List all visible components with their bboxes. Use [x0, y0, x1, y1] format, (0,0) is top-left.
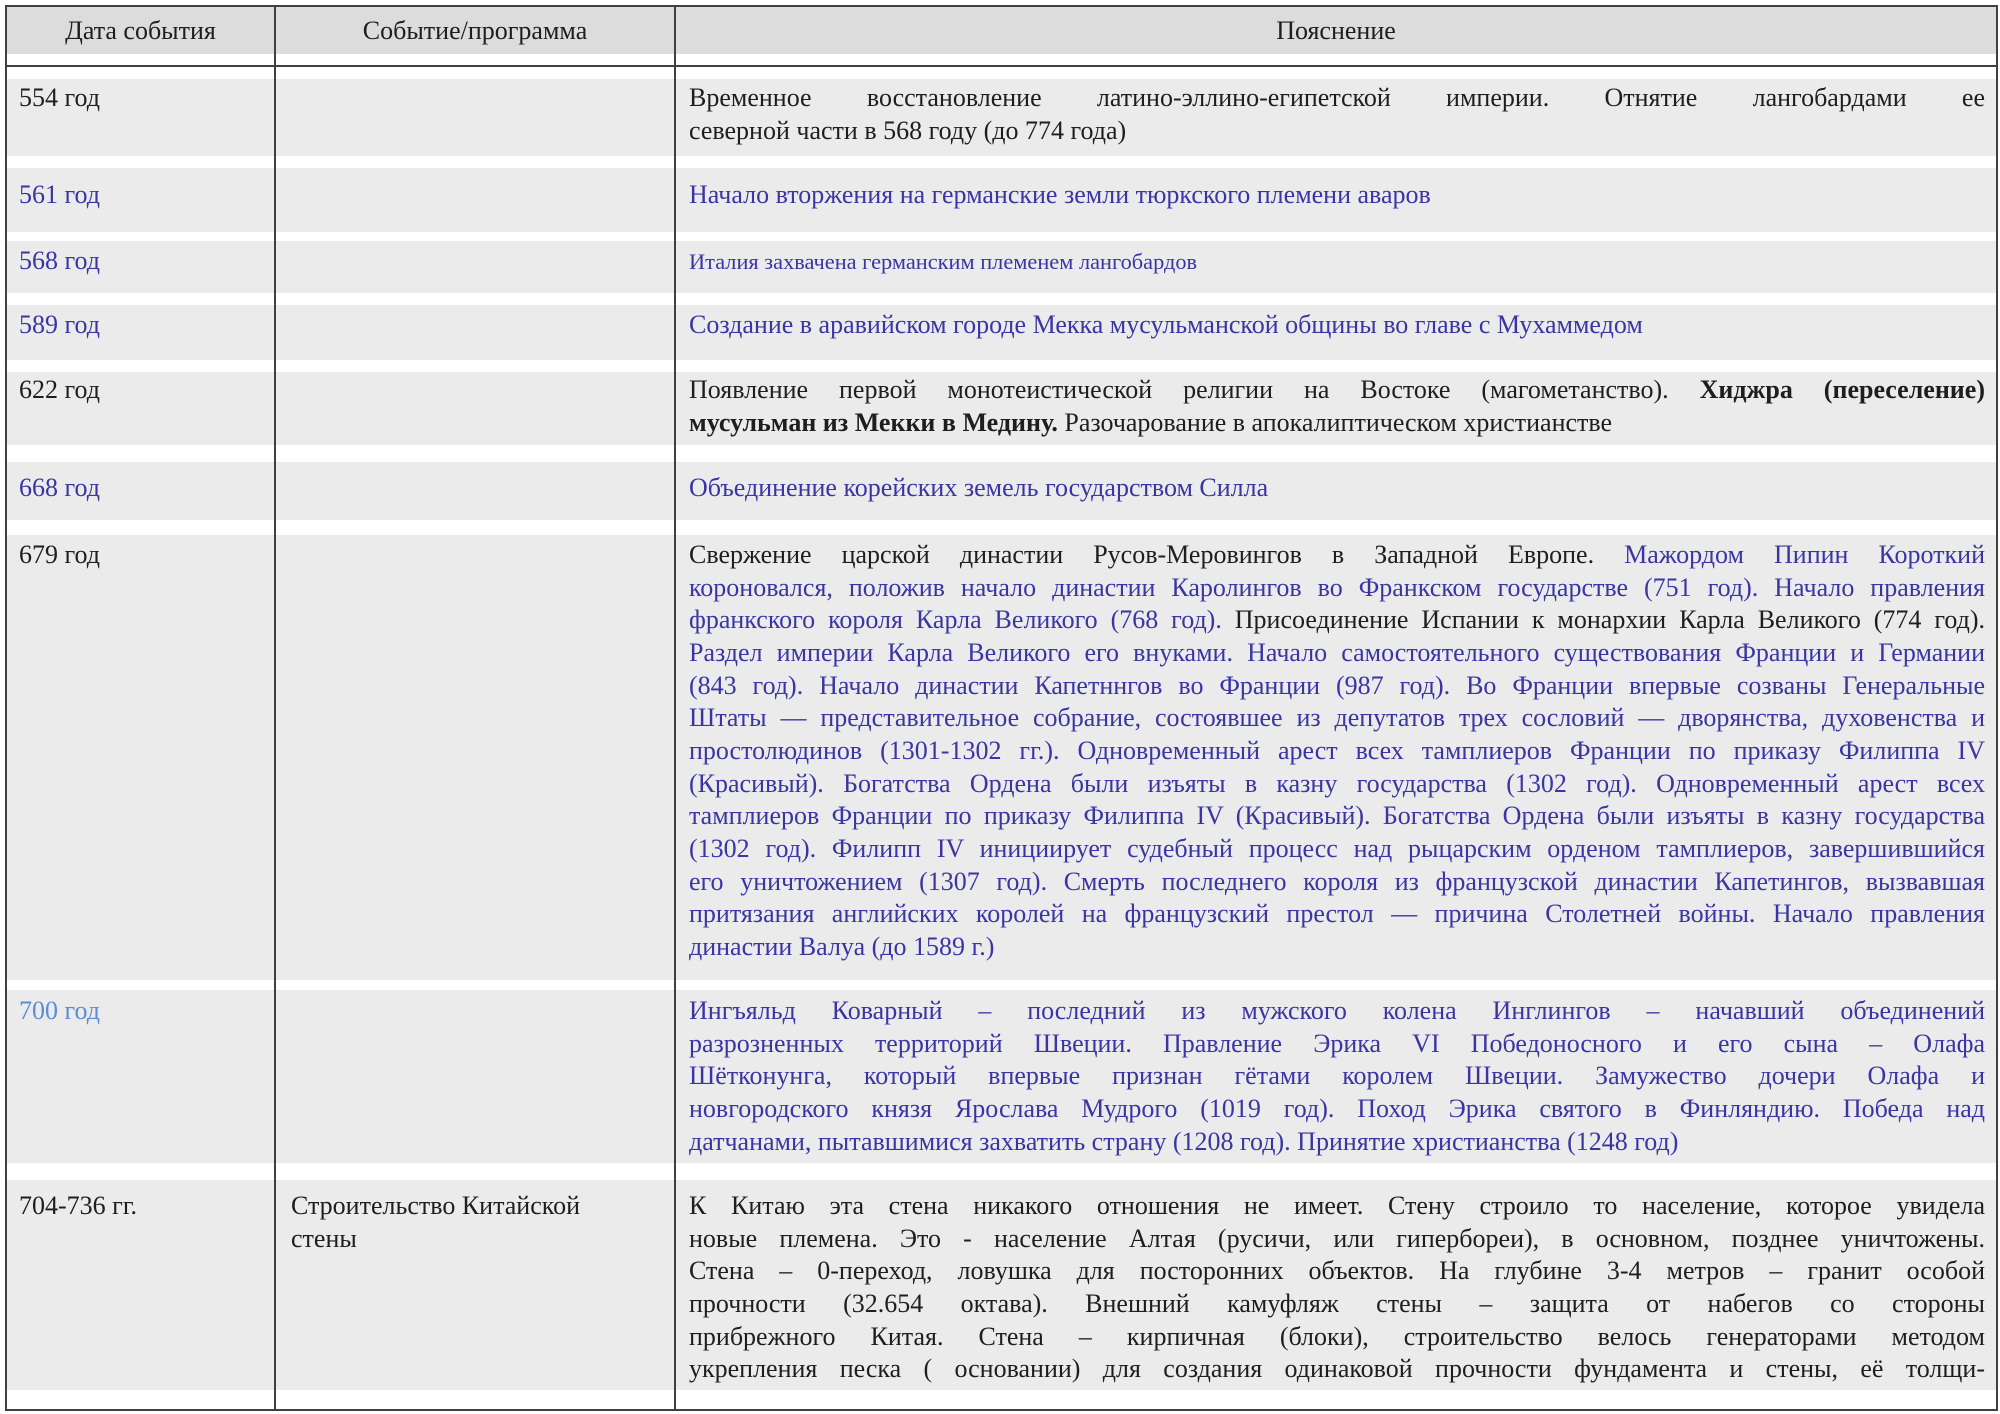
explanation-cell — [676, 305, 1996, 360]
text-segment: Временное восстановление латино-эллино-египетской империи. Отнятие лангобардами ее — [689, 83, 1985, 112]
explanation-line — [689, 1028, 1985, 1061]
event-cell — [276, 241, 674, 293]
event-date: 668 год — [19, 473, 100, 502]
text-segment: Стена – 0-переход, ловушка для посторонних объектов. На глубине 3-4 метров – гранит особой — [689, 1256, 1985, 1286]
header-cell-explanation: Пояснение — [1276, 15, 1396, 45]
table-row — [7, 990, 1996, 1163]
text-segment: Ингъяльд Коварный – последний из мужского колена Инглингов – начавший объединений — [689, 996, 1985, 1025]
explanation-line — [689, 539, 1985, 572]
table-row — [7, 1180, 1996, 1390]
explanation-cell — [676, 79, 1996, 156]
table-row — [7, 79, 1996, 156]
explanation-line — [689, 1353, 1985, 1386]
text-segment: тамплиеров Франции по приказу Филиппа IV (Красивый). Богатства Ордена были изъяты в казну государства — [689, 801, 1985, 831]
text-segment: Хиджра (переселение) — [1699, 375, 1985, 404]
date-cell — [7, 241, 274, 293]
explanation-line — [689, 179, 1985, 212]
explanation-line — [689, 309, 1985, 342]
event-cell — [276, 1180, 674, 1390]
explanation-line — [689, 670, 1985, 703]
event-cell — [276, 168, 674, 232]
explanation-line — [689, 245, 1985, 279]
explanation-line — [689, 1321, 1985, 1354]
explanation-line — [689, 407, 1985, 440]
explanation-cell — [676, 990, 1996, 1163]
date-cell — [7, 535, 274, 980]
explanation-line — [689, 374, 1985, 407]
event-cell — [276, 305, 674, 360]
table-row — [7, 462, 1996, 520]
header-cell-date: Дата события — [65, 15, 216, 45]
text-segment: короновался, положив начало династии Каролингов во Франкском государстве (751 год). Начало правления — [689, 572, 1985, 602]
text-segment: Свержение царской династии Русов-Меровингов в Западной Европе. — [689, 540, 1625, 569]
text-segment: притязания английских королей на французский престол — причина Столетней войны. Начало правления — [689, 899, 1985, 929]
event-date: 561 год — [19, 180, 100, 209]
explanation-cell — [676, 168, 1996, 232]
date-cell — [7, 372, 274, 445]
text-segment: Присоединение Испании к монархии Карла Великого (774 год). — [1234, 605, 1985, 635]
header-cell-event: Событие/программа — [362, 15, 588, 45]
table-border-bottom — [5, 1409, 1998, 1411]
explanation-line — [689, 1060, 1985, 1093]
text-segment: Начало вторжения на германские земли тюркского племени аваров — [689, 180, 1431, 209]
event-cell — [276, 372, 674, 445]
event-date: 679 год — [19, 540, 100, 569]
explanation-line — [689, 1223, 1985, 1256]
explanation-line — [689, 604, 1985, 637]
explanation-line — [689, 833, 1985, 866]
date-cell — [7, 79, 274, 156]
event-line: Строительство Китайской — [291, 1191, 580, 1220]
text-segment: Разочарование в апокалиптическом христианстве — [1057, 407, 1613, 437]
text-segment: Италия захвачена германским племенем лангобардов — [689, 249, 1198, 274]
event-cell — [276, 79, 674, 156]
text-segment: его уничтожением (1307 год). Смерть последнего короля из французской династии Капетингов, вызвавшая — [689, 866, 1985, 896]
column-divider-event — [674, 5, 676, 1411]
date-cell — [7, 1180, 274, 1390]
text-segment: новгородского князя Ярослава Мудрого (1019 год). Поход Эрика святого в Финляндию. Победа над — [689, 1093, 1985, 1123]
text-segment: укрепления песка ( основании) для создания одинаковой прочности фундамента и стены, её толщи- — [689, 1354, 1985, 1384]
text-segment: династии Валуа (до 1589 г.) — [689, 931, 995, 961]
explanation-cell — [676, 535, 1996, 980]
explanation-line — [689, 735, 1985, 768]
text-segment: (Красивый). Богатства Ордена были изъяты в казну государства (1302 год). Одновременный арест всех — [689, 768, 1985, 798]
table-border-left — [5, 5, 7, 1411]
explanation-line — [689, 115, 1985, 148]
text-segment: Штаты — представительное собрание, состоявшее из депутатов трех сословий — дворянства, духовенства и — [689, 703, 1985, 733]
text-segment: простолюдинов (1301-1302 гг.). Одновременный арест всех тамплиеров Франции по приказу Филиппа IV — [689, 735, 1985, 765]
date-cell — [7, 168, 274, 232]
explanation-line — [689, 898, 1985, 931]
text-segment: прочности (32.654 октава). Внешний камуфляж стены – защита от набегов со стороны — [689, 1288, 1985, 1318]
column-divider-date — [274, 5, 276, 1411]
event-date: 622 год — [19, 375, 100, 404]
text-segment: Объединение корейских земель государством Силла — [689, 473, 1269, 502]
text-segment: К Китаю эта стена никакого отношения не имеет. Стену строило то население, которое увидела — [689, 1191, 1985, 1220]
explanation-line — [689, 572, 1985, 605]
explanation-line — [689, 1255, 1985, 1288]
table-row — [7, 241, 1996, 293]
header-divider — [5, 65, 1998, 67]
table-border-right — [1996, 5, 1998, 1411]
date-cell — [7, 462, 274, 520]
text-segment: франкского короля Карла Великого (768 год). — [689, 605, 1235, 635]
text-segment: Создание в аравийском городе Мекка мусульманской общины во главе с Мухаммедом — [689, 310, 1643, 339]
text-segment: датчанами, пытавшимися захватить страну (1208 год). Принятие христианства (1248 год) — [689, 1126, 1679, 1156]
table-row — [7, 535, 1996, 980]
event-date: 589 год — [19, 310, 100, 339]
table-row — [7, 168, 1996, 232]
explanation-line — [689, 1093, 1985, 1126]
text-segment: Появление первой монотеистической религии на Востоке (магометанство). — [689, 375, 1700, 404]
text-segment: Шётконунга, который впервые признан гётами королем Швеции. Замужество дочери Олафа и — [689, 1061, 1985, 1091]
explanation-cell — [676, 241, 1996, 293]
explanation-line — [689, 472, 1985, 505]
explanation-line — [689, 82, 1985, 115]
explanation-line — [689, 1126, 1985, 1159]
table-border-top — [5, 5, 1998, 7]
text-segment: (843 год). Начало династии Капетннгов во Франции (987 год). Во Франции впервые созваны Генеральные — [689, 670, 1985, 700]
text-segment: северной части в 568 году (до 774 года) — [689, 115, 1127, 145]
explanation-cell — [676, 372, 1996, 445]
event-line: стены — [291, 1223, 357, 1253]
explanation-line — [689, 866, 1985, 899]
table-row — [7, 372, 1996, 445]
event-date: 554 год — [19, 83, 100, 112]
explanation-line — [689, 637, 1985, 670]
text-segment: разрозненных территорий Швеции. Правление Эрика VI Победоносного и его сына – Олафа — [689, 1028, 1985, 1058]
text-segment: новые племена. Это - население Алтая (русичи, или гипербореи), в основном, позднее уничтожены. — [689, 1223, 1985, 1253]
explanation-line — [689, 931, 1985, 964]
explanation-cell — [676, 1180, 1996, 1390]
explanation-line — [689, 768, 1985, 801]
text-segment: Мажордом Пипин Короткий — [1624, 540, 1985, 569]
text-segment: прибрежного Китая. Стена – кирпичная (блоки), строительство велось генераторами методом — [689, 1321, 1985, 1351]
explanation-line — [689, 702, 1985, 735]
event-date: 700 год — [19, 996, 100, 1025]
text-segment: Раздел империи Карла Великого его внуками. Начало самостоятельного существования Франции и Германии — [689, 637, 1985, 667]
explanation-line — [689, 995, 1985, 1028]
explanation-cell — [676, 462, 1996, 520]
event-cell — [276, 535, 674, 980]
explanation-line — [689, 800, 1985, 833]
explanation-line — [689, 1288, 1985, 1321]
text-segment: (1302 год). Филипп IV инициирует судебный процесс над рыцарским орденом тамплиеров, завершившийся — [689, 833, 1985, 863]
event-date: 704-736 гг. — [19, 1191, 138, 1220]
event-cell — [276, 462, 674, 520]
date-cell — [7, 305, 274, 360]
table-row — [7, 305, 1996, 360]
explanation-line — [689, 1190, 1985, 1223]
event-cell — [276, 990, 674, 1163]
event-date: 568 год — [19, 246, 100, 275]
date-cell — [7, 990, 274, 1163]
text-segment: мусульман из Мекки в Медину. — [689, 407, 1058, 437]
